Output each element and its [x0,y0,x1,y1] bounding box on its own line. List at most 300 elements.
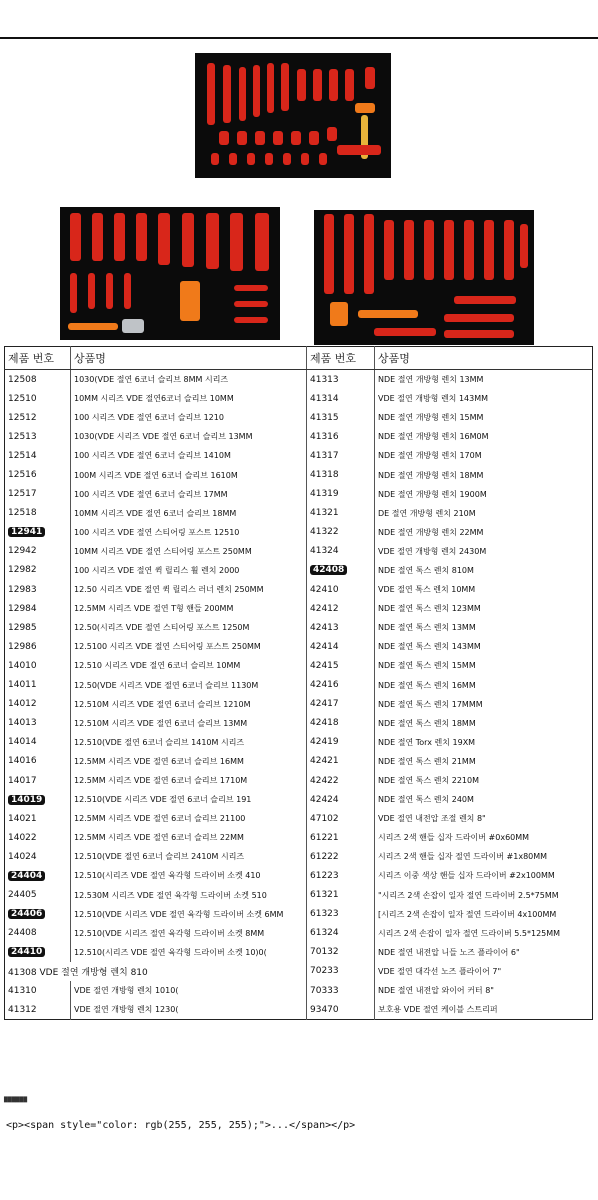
table-row [5,618,593,637]
product-number-cell [5,427,71,446]
product-number: 41310 [8,985,37,996]
product-name: 12.510(시리즈 VDE 절연 육각형 드라이버 소켓 410 [74,871,261,881]
product-number-cell [307,523,375,542]
product-number: 14013 [8,718,37,729]
product-table [4,346,593,1020]
product-name-cell [71,886,307,905]
product-name: NDE 절연 개방형 렌치 22MM [378,527,484,537]
product-name: NDE 절연 개방형 렌치 13MM [378,375,484,385]
product-name: 100 시리즈 VDE 절연 스티어링 포스트 12510 [74,527,240,537]
product-number-cell [5,561,71,580]
product-number: 12986 [8,641,37,652]
product-name: 100 시리즈 VDE 절연 6코너 슬리브 17MM [74,489,228,499]
product-name-cell [375,408,593,427]
product-name-cell [375,733,593,752]
product-number-cell [5,828,71,847]
product-name-cell [71,733,307,752]
product-name: NDE 절연 톡스 렌치 18MM [378,718,476,728]
table-row [5,561,593,580]
table-row [5,599,593,618]
product-number-cell [5,733,71,752]
product-number-cell [5,771,71,790]
product-name: 12.5MM 시리즈 VDE 절연 6코너 슬리브 16MM [74,756,244,766]
product-number: 24406 [8,909,45,919]
product-name-cell [71,905,307,924]
product-name-cell [375,656,593,675]
product-name: DE 절연 개방형 렌치 210M [378,508,476,518]
product-name: 시리즈 이중 색상 핸들 십자 드라이버 #2x100MM [378,871,555,881]
product-name: NDE 절연 톡스 렌치 810M [378,565,474,575]
product-number: 42414 [310,641,339,652]
product-number: 14021 [8,813,37,824]
product-number-cell [5,523,71,542]
table-row [5,962,593,981]
product-name: 12.5MM 시리즈 VDE 절연 6코너 슬리브 1710M [74,776,248,786]
product-name-cell [375,847,593,866]
product-name-cell [71,580,307,599]
product-number-cell [307,695,375,714]
product-name: 12.510 시리즈 VDE 절연 6코너 슬리브 10MM [74,661,241,671]
product-number: 12941 [8,527,45,537]
product-number-cell [5,714,71,733]
product-number: 12516 [8,470,37,481]
product-name: 10MM 시리즈 VDE 절연6코너 슬리브 10MM [74,394,234,404]
product-number: 42408 [310,565,347,575]
product-name-cell [71,676,307,695]
product-name: NDE 절연 내전압 와이어 커터 8" [378,986,494,996]
product-name-cell [375,943,593,962]
product-number: 14012 [8,699,37,710]
product-number: 12514 [8,450,37,461]
table-row [5,828,593,847]
product-number-cell [5,981,71,1000]
product-number-cell [5,809,71,828]
product-number: 41321 [310,508,339,519]
product-number: 42417 [310,699,339,710]
product-number-cell [307,580,375,599]
product-number-cell [307,389,375,408]
product-name-cell [71,408,307,427]
product-number: 41322 [310,527,339,538]
product-number-cell [307,924,375,943]
product-name-cell [71,523,307,542]
table-row [5,886,593,905]
product-name: VDE 절연 대각선 노즈 플라이어 7" [378,966,502,976]
product-number: 61222 [310,851,339,862]
product-name-cell [71,866,307,885]
product-number-cell [307,828,375,847]
product-name-cell [71,847,307,866]
product-name-cell [71,656,307,675]
product-name-cell [375,542,593,561]
product-name: 10MM 시리즈 VDE 절연 6코너 슬리브 18MM [74,508,237,518]
product-number-cell [307,1000,375,1020]
product-number: 14016 [8,756,37,767]
product-name: NDE 절연 내전압 니들 노즈 플라이어 6" [378,947,520,957]
product-name-cell [71,427,307,446]
product-name-cell [375,427,593,446]
product-number-cell [5,465,71,484]
table-row [5,847,593,866]
product-number-cell [307,981,375,1000]
product-number: 61321 [310,890,339,901]
product-number-cell [307,427,375,446]
product-number-cell [307,542,375,561]
product-name-cell [71,465,307,484]
header-product-name-right: 상품명 [375,347,593,370]
product-name: 12.5100 시리즈 VDE 절연 스티어링 포스트 250MM [74,642,261,652]
product-number: 14017 [8,775,37,786]
product-number: 42416 [310,680,339,691]
product-number: 42413 [310,622,339,633]
table-row [5,771,593,790]
product-name-cell [375,905,593,924]
product-number-cell [5,676,71,695]
product-number-cell [307,943,375,962]
product-name: 시리즈 2색 핸들 십자 드라이버 #0x60MM [378,833,530,843]
product-name-cell [375,771,593,790]
table-row [5,523,593,542]
product-name: 12.5MM 시리즈 VDE 절연 T형 핸들 200MM [74,604,234,614]
product-number: 12983 [8,584,37,595]
table-row [5,790,593,809]
product-name-cell [375,618,593,637]
product-name-cell [71,561,307,580]
product-name: NDE 절연 톡스 렌치 17MMM [378,699,483,709]
product-name: 12.510(VDE 시리즈 절연 육각형 드라이버 소켓 8MM [74,928,265,938]
product-name-cell [375,962,593,981]
product-name: 100 시리즈 VDE 절연 6코너 슬리브 1210 [74,413,224,423]
product-number: 14022 [8,832,37,843]
product-name-cell [375,523,593,542]
product-number: 42421 [310,756,339,767]
product-name: NDE 절연 개방형 렌치 1900M [378,489,487,499]
product-number-cell [307,771,375,790]
product-number: 12985 [8,622,37,633]
product-number-cell [307,485,375,504]
product-number: 41313 [310,374,339,385]
product-number-cell [5,1000,71,1020]
product-name-cell [71,771,307,790]
product-number: 41315 [310,412,339,423]
product-number: 12513 [8,431,37,442]
product-number: 47102 [310,813,339,824]
product-name-cell [375,790,593,809]
product-number-cell [5,790,71,809]
product-number: 41308 VDE 절연 개방형 렌치 810 [8,967,148,978]
product-name-cell [71,599,307,618]
product-name: NDE 절연 톡스 렌치 13MM [378,623,476,633]
product-name: 12.510(VDE 시리즈 VDE 절연 6코너 슬리브 191 [74,795,252,805]
product-name-cell [71,828,307,847]
product-name-cell [71,752,307,771]
table-row [5,637,593,656]
product-name: 100 시리즈 VDE 절연 퀵 릴리스 휠 렌치 2000 [74,565,240,575]
table-row [5,752,593,771]
product-name: 시리즈 2색 핸들 십자 절연 드라이버 #1x80MM [378,852,548,862]
product-number-cell [307,637,375,656]
product-name-cell [71,389,307,408]
product-name-cell [71,714,307,733]
product-name: VDE 절연 개방형 렌치 143MM [378,394,489,404]
product-name: NDE 절연 Torx 렌치 19XM [378,737,476,747]
tool-tray-screwdrivers [195,53,391,178]
table-row [5,676,593,695]
top-divider [0,37,598,39]
product-number-cell [5,905,71,924]
product-name: 100M 시리즈 VDE 절연 6코너 슬리브 1610M [74,470,238,480]
product-number: 12518 [8,508,37,519]
product-number: 70132 [310,947,339,958]
product-name-cell [375,924,593,943]
product-number-cell [307,714,375,733]
product-name: NDE 절연 톡스 렌치 15MM [378,661,476,671]
product-number-cell [5,485,71,504]
product-number: 61323 [310,909,339,920]
product-name-cell [375,886,593,905]
product-number: 61221 [310,832,339,843]
product-number: 61324 [310,928,339,939]
product-name: 12.510(VDE 절연 6코너 슬리브 1410M 시리즈 [74,737,245,747]
product-number: 41314 [310,393,339,404]
product-number: 24408 [8,928,37,939]
product-number: 12512 [8,412,37,423]
product-number: 12508 [8,374,37,385]
table-row [5,504,593,523]
product-name-cell [375,1000,593,1020]
product-name: 12.5MM 시리즈 VDE 절연 6코너 슬리브 21100 [74,814,246,824]
product-name: VDE 절연 개방형 렌치 2430M [378,546,487,556]
product-name: NDE 절연 개방형 렌치 170M [378,451,482,461]
product-number-cell [307,905,375,924]
product-number-cell [5,752,71,771]
product-name-cell [375,504,593,523]
product-number-cell [307,446,375,465]
product-number: 70233 [310,966,339,977]
product-number: 42418 [310,718,339,729]
product-name: NDE 절연 개방형 렌치 18MM [378,470,484,480]
product-number-cell [5,695,71,714]
footer-mark: ██████ [4,1097,28,1103]
product-number-cell [5,580,71,599]
product-name-cell [71,943,307,962]
table-row [5,446,593,465]
product-number-cell [307,504,375,523]
footer-html-snippet: <p><span style="color: rgb(255, 255, 255);">...</span></p> [6,1120,356,1131]
product-name-cell [375,695,593,714]
product-name: NDE 절연 개방형 렌치 16M0M [378,432,489,442]
product-name-cell [71,542,307,561]
product-number-cell [307,656,375,675]
product-name-cell [375,465,593,484]
product-name-cell [71,695,307,714]
product-number-cell [5,637,71,656]
product-number: 24410 [8,947,45,957]
product-name-cell [375,828,593,847]
product-number-cell [307,676,375,695]
product-name: 12.50(시리즈 VDE 절연 스티어링 포스트 1250M [74,623,250,633]
table-row [5,809,593,828]
product-number-cell [5,446,71,465]
product-number: 14024 [8,851,37,862]
product-number: 42424 [310,794,339,805]
product-number-cell [5,504,71,523]
product-number: 42415 [310,660,339,671]
table-row [5,1000,593,1020]
product-name-cell [375,981,593,1000]
table-row [5,408,593,427]
product-name-cell [71,981,307,1000]
product-name-cell [375,485,593,504]
product-name: "시리즈 2색 손잡이 일자 절연 드라이버 2.5*75MM [378,890,559,900]
product-name: NDE 절연 톡스 렌치 240M [378,795,474,805]
product-number-cell [307,733,375,752]
product-number: 70333 [310,985,339,996]
product-number-cell [307,599,375,618]
product-name: NDE 절연 개방형 렌치 15MM [378,413,484,423]
table-row [5,905,593,924]
product-number-cell [5,847,71,866]
product-number-cell [5,656,71,675]
product-number: 12984 [8,603,37,614]
table-row [5,370,593,390]
product-name-cell [375,714,593,733]
product-number-cell [5,542,71,561]
product-number-cell [307,752,375,771]
header-product-number-left: 제품 번호 [5,347,71,370]
table-row [5,981,593,1000]
product-number: 42422 [310,775,339,786]
product-number-cell [5,389,71,408]
product-number: 14019 [8,795,45,805]
product-name: NDE 절연 톡스 렌치 123MM [378,604,481,614]
product-number: 41317 [310,450,339,461]
product-name-cell [71,1000,307,1020]
product-number: 14011 [8,680,37,691]
product-number: 24405 [8,890,37,901]
product-name-cell [375,866,593,885]
product-name-cell [71,924,307,943]
product-name-cell [375,370,593,390]
product-name-cell [375,389,593,408]
product-number-cell [307,790,375,809]
product-name-cell [71,485,307,504]
product-number-cell [5,408,71,427]
product-name-cell [375,446,593,465]
product-name-cell [375,599,593,618]
header-product-number-right: 제품 번호 [307,347,375,370]
product-number: 24404 [8,871,45,881]
product-number-cell [307,370,375,390]
product-number: 41318 [310,470,339,481]
table-row [5,656,593,675]
product-name-cell [375,752,593,771]
product-number-cell [307,618,375,637]
product-name-cell [71,618,307,637]
table-row [5,714,593,733]
product-number-cell [307,408,375,427]
product-name: NDE 절연 톡스 렌치 16MM [378,680,476,690]
product-number: 12517 [8,489,37,500]
table-row [5,389,593,408]
product-name: 12.530M 시리즈 VDE 절연 육각형 드라이버 소켓 510 [74,890,267,900]
product-name: 12.510(시리즈 VDE 절연 육각형 드라이버 소켓 10)0( [74,947,267,957]
product-number: 41316 [310,431,339,442]
product-name: 1030(VDE 시리즈 VDE 절연 6코너 슬리브 13MM [74,432,253,442]
table-row [5,580,593,599]
product-number: 14014 [8,737,37,748]
product-number: 12982 [8,565,37,576]
product-name: NDE 절연 톡스 렌치 143MM [378,642,481,652]
product-name: 12.5MM 시리즈 VDE 절연 6코너 슬리브 22MM [74,833,244,843]
product-number-cell [5,618,71,637]
product-name-cell [71,504,307,523]
product-number: 61223 [310,870,339,881]
product-number: 12510 [8,393,37,404]
product-name-cell [375,809,593,828]
table-row [5,427,593,446]
product-name-cell [375,561,593,580]
product-number: 41324 [310,546,339,557]
product-number-cell [307,847,375,866]
product-number: 14010 [8,660,37,671]
product-number: 41319 [310,489,339,500]
product-name: 100 시리즈 VDE 절연 6코너 슬리브 1410M [74,451,231,461]
product-name: 12.510M 시리즈 VDE 절연 6코너 슬리브 1210M [74,699,251,709]
table-row [5,485,593,504]
product-name: 12.510(VDE 절연 6코너 슬리브 2410M 시리즈 [74,852,245,862]
product-name-cell [71,637,307,656]
product-number-cell [5,943,71,962]
product-number: 12942 [8,546,37,557]
product-number-cell [5,886,71,905]
product-name: 12.510(VDE 시리즈 VDE 절연 육각형 드라이버 소켓 6MM [74,909,284,919]
product-name: [시리즈 2색 손잡이 일자 절연 드라이버 4x100MM [378,909,557,919]
product-number: 42412 [310,603,339,614]
table-row [5,695,593,714]
product-number-cell [5,924,71,943]
table-row [5,733,593,752]
tool-tray-wrenches [60,207,280,340]
product-number: 42410 [310,584,339,595]
product-number: 42419 [310,737,339,748]
product-name: 12.510M 시리즈 VDE 절연 6코너 슬리브 13MM [74,718,248,728]
product-name: 1030(VDE 절연 6코너 슬리브 8MM 시리즈 [74,375,229,385]
tool-tray-torx-pliers [314,210,534,345]
product-name-cell [71,370,307,390]
product-number-cell [307,886,375,905]
product-number-cell [5,370,71,390]
product-number-cell [307,962,375,981]
product-name: NDE 절연 톡스 렌치 21MM [378,756,476,766]
table-row [5,866,593,885]
product-number-cell [5,599,71,618]
product-name-cell [375,637,593,656]
product-name: 12.50(VDE 시리즈 VDE 절연 6코너 슬리브 1130M [74,680,259,690]
product-name: VDE 절연 톡스 렌치 10MM [378,585,476,595]
product-name-cell [71,809,307,828]
product-number-cell [307,866,375,885]
product-name: 보호용 VDE 절연 케이블 스트리퍼 [378,1005,498,1015]
table-header-row [5,347,593,370]
product-name: NDE 절연 톡스 렌치 2210M [378,776,480,786]
product-name: VDE 절연 개방형 렌치 1230( [74,1005,179,1015]
table-row [5,542,593,561]
product-number-cell [307,809,375,828]
product-name: 시리즈 2색 손잡이 일자 절연 드라이버 5.5*125MM [378,928,561,938]
product-name: VDE 절연 내전압 조절 렌치 8" [378,814,486,824]
product-name: 12.50 시리즈 VDE 절연 퀵 릴리스 러너 렌치 250MM [74,585,264,595]
